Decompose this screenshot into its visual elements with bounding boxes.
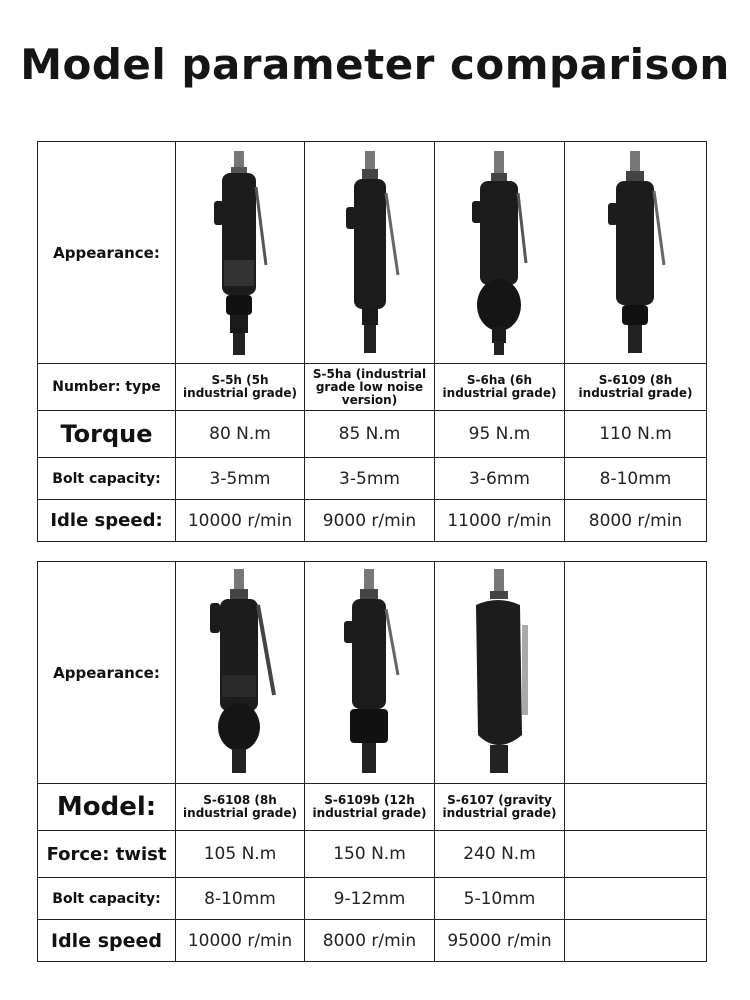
- product-type: S-6108 (8h industrial grade): [176, 784, 305, 831]
- product-image: [176, 562, 305, 784]
- appearance-row: [38, 142, 707, 364]
- bolt-value: 3-5mm: [305, 458, 435, 500]
- torque-label: Torque: [38, 411, 176, 458]
- force-row: [38, 831, 707, 878]
- torque-value: 80 N.m: [176, 411, 305, 458]
- torque-value: 110 N.m: [565, 411, 707, 458]
- appearance-label: Appearance:: [38, 562, 176, 784]
- idle-value: 8000 r/min: [565, 500, 707, 542]
- bolt-capacity-label: Bolt capacity:: [38, 458, 176, 500]
- torque-value: 240 N.m: [435, 831, 565, 878]
- torque-value: 105 N.m: [176, 831, 305, 878]
- torque-value: 95 N.m: [435, 411, 565, 458]
- product-type: S-6ha (6h industrial grade): [435, 364, 565, 411]
- product-type: S-6107 (gravity industrial grade): [435, 784, 565, 831]
- product-image: [305, 562, 435, 784]
- product-type: S-5h (5h industrial grade): [176, 364, 305, 411]
- idle-value: 8000 r/min: [305, 920, 435, 962]
- torque-value: 150 N.m: [305, 831, 435, 878]
- type-row: [38, 364, 707, 411]
- comparison-table-2: [37, 561, 707, 962]
- model-row: [38, 784, 707, 831]
- empty-cell: [565, 920, 707, 962]
- pneumatic-screwdriver-icon: [190, 565, 290, 781]
- idle-speed-label: Idle speed: [38, 920, 176, 962]
- bolt-row: [38, 458, 707, 500]
- bolt-value: 9-12mm: [305, 878, 435, 920]
- bolt-value: 8-10mm: [176, 878, 305, 920]
- force-twist-label: Force: twist: [38, 831, 176, 878]
- idle-speed-label: Idle speed:: [38, 500, 176, 542]
- pneumatic-screwdriver-icon: [190, 145, 290, 361]
- idle-value: 10000 r/min: [176, 920, 305, 962]
- idle-value: 10000 r/min: [176, 500, 305, 542]
- idle-row: [38, 500, 707, 542]
- page-title: Model parameter comparison: [20, 40, 730, 89]
- pneumatic-screwdriver-icon: [450, 565, 550, 781]
- product-image: [176, 142, 305, 364]
- pneumatic-screwdriver-icon: [320, 145, 420, 361]
- appearance-row: [38, 562, 707, 784]
- bolt-value: 5-10mm: [435, 878, 565, 920]
- product-type: S-6109b (12h industrial grade): [305, 784, 435, 831]
- product-image: [435, 142, 565, 364]
- appearance-label: Appearance:: [38, 142, 176, 364]
- bolt-value: 8-10mm: [565, 458, 707, 500]
- number-type-label: Number: type: [38, 364, 176, 411]
- product-image: [305, 142, 435, 364]
- bolt-value: 3-6mm: [435, 458, 565, 500]
- torque-value: 85 N.m: [305, 411, 435, 458]
- pneumatic-screwdriver-icon: [320, 565, 420, 781]
- empty-cell: [565, 562, 707, 784]
- product-image: [435, 562, 565, 784]
- product-type: S-6109 (8h industrial grade): [565, 364, 707, 411]
- torque-row: [38, 411, 707, 458]
- bolt-row: [38, 878, 707, 920]
- pneumatic-screwdriver-icon: [586, 145, 686, 361]
- pneumatic-screwdriver-icon: [450, 145, 550, 361]
- empty-cell: [565, 831, 707, 878]
- bolt-value: 3-5mm: [176, 458, 305, 500]
- product-image: [565, 142, 707, 364]
- empty-cell: [565, 878, 707, 920]
- comparison-table-1: [37, 141, 707, 542]
- idle-value: 9000 r/min: [305, 500, 435, 542]
- idle-value: 95000 r/min: [435, 920, 565, 962]
- bolt-capacity-label: Bolt capacity:: [38, 878, 176, 920]
- empty-cell: [565, 784, 707, 831]
- model-label: Model:: [38, 784, 176, 831]
- idle-value: 11000 r/min: [435, 500, 565, 542]
- product-type: S-5ha (industrial grade low noise version): [305, 364, 435, 411]
- idle-row: [38, 920, 707, 962]
